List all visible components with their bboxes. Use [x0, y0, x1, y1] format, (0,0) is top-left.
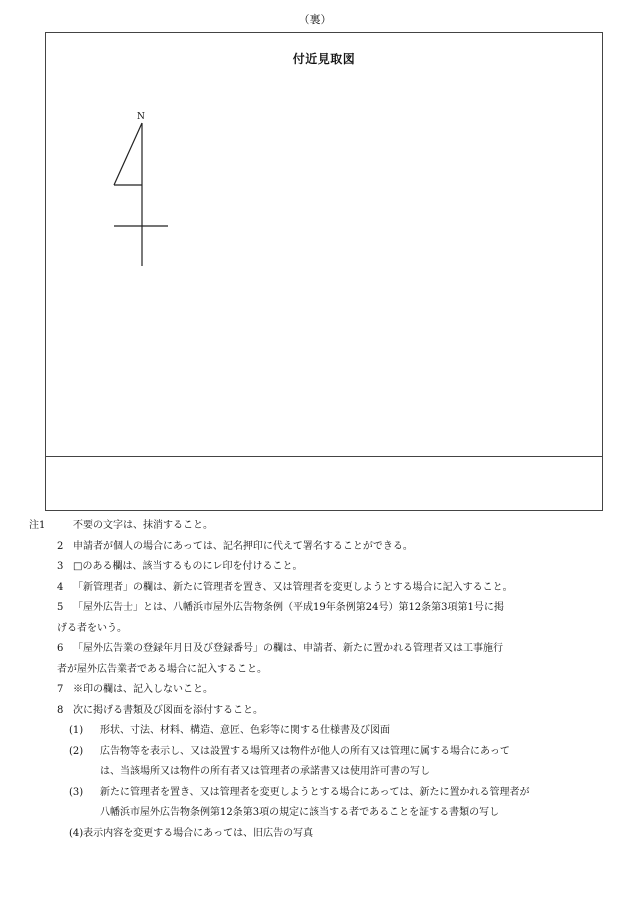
north-arrow-icon — [108, 109, 178, 269]
note-item: 6 「屋外広告業の登録年月日及び登録番号」の欄は、申請者、新たに置かれる管理者又は工事施行 者が屋外広告業者である場合に記入すること。 — [57, 643, 503, 675]
vicinity-map-box — [45, 32, 603, 511]
attachment-item: (4)表示内容を変更する場合にあっては、旧広告の写真 — [69, 827, 314, 839]
map-title: 付近見取図 — [292, 52, 356, 66]
note-item: 5 「屋外広告士」とは、八幡浜市屋外広告物条例（平成19年条例第24号）第12条第3項第1号に掲 げる者をいう。 — [57, 602, 504, 634]
note-item: 8 次に掲げる書類及び図面を添付すること。 — [57, 704, 263, 716]
attachment-item: (1) 形状、寸法、材料、構造、意匠、色彩等に関する仕様書及び図面 — [69, 725, 390, 736]
note-item: 2 申請者が個人の場合にあっては、記名押印に代えて署名することができる。 — [57, 540, 413, 552]
note-item: 注1 不要の文字は、抹消すること。 — [29, 520, 213, 531]
page-heading: （裏） — [298, 13, 332, 26]
north-label: N — [137, 112, 145, 122]
attachment-item: (2) 広告物等を表示し、又は設置する場所又は物件が他人の所有又は管理に属する場合にあって は、当該場所又は物件の所有者又は管理者の承諾書又は使用許可書の写し — [69, 745, 510, 777]
notes-section — [29, 516, 605, 844]
note-item: 4 「新管理者」の欄は、新たに管理者を置き、又は管理者を変更しようとする場合に記入すること。 — [57, 581, 513, 593]
attachment-item: (3) 新たに管理者を置き、又は管理者を変更しようとする場合にあっては、新たに置かれる管理者が 八幡浜市屋外広告物条例第12条第3項の規定に該当する者であることを証する書類の写し — [69, 786, 530, 818]
note-item: 3 □のある欄は、該当するものにレ印を付けること。 — [57, 561, 303, 572]
note-item: 7 ※印の欄は、記入しないこと。 — [57, 684, 213, 695]
map-bottom-row — [46, 456, 602, 512]
